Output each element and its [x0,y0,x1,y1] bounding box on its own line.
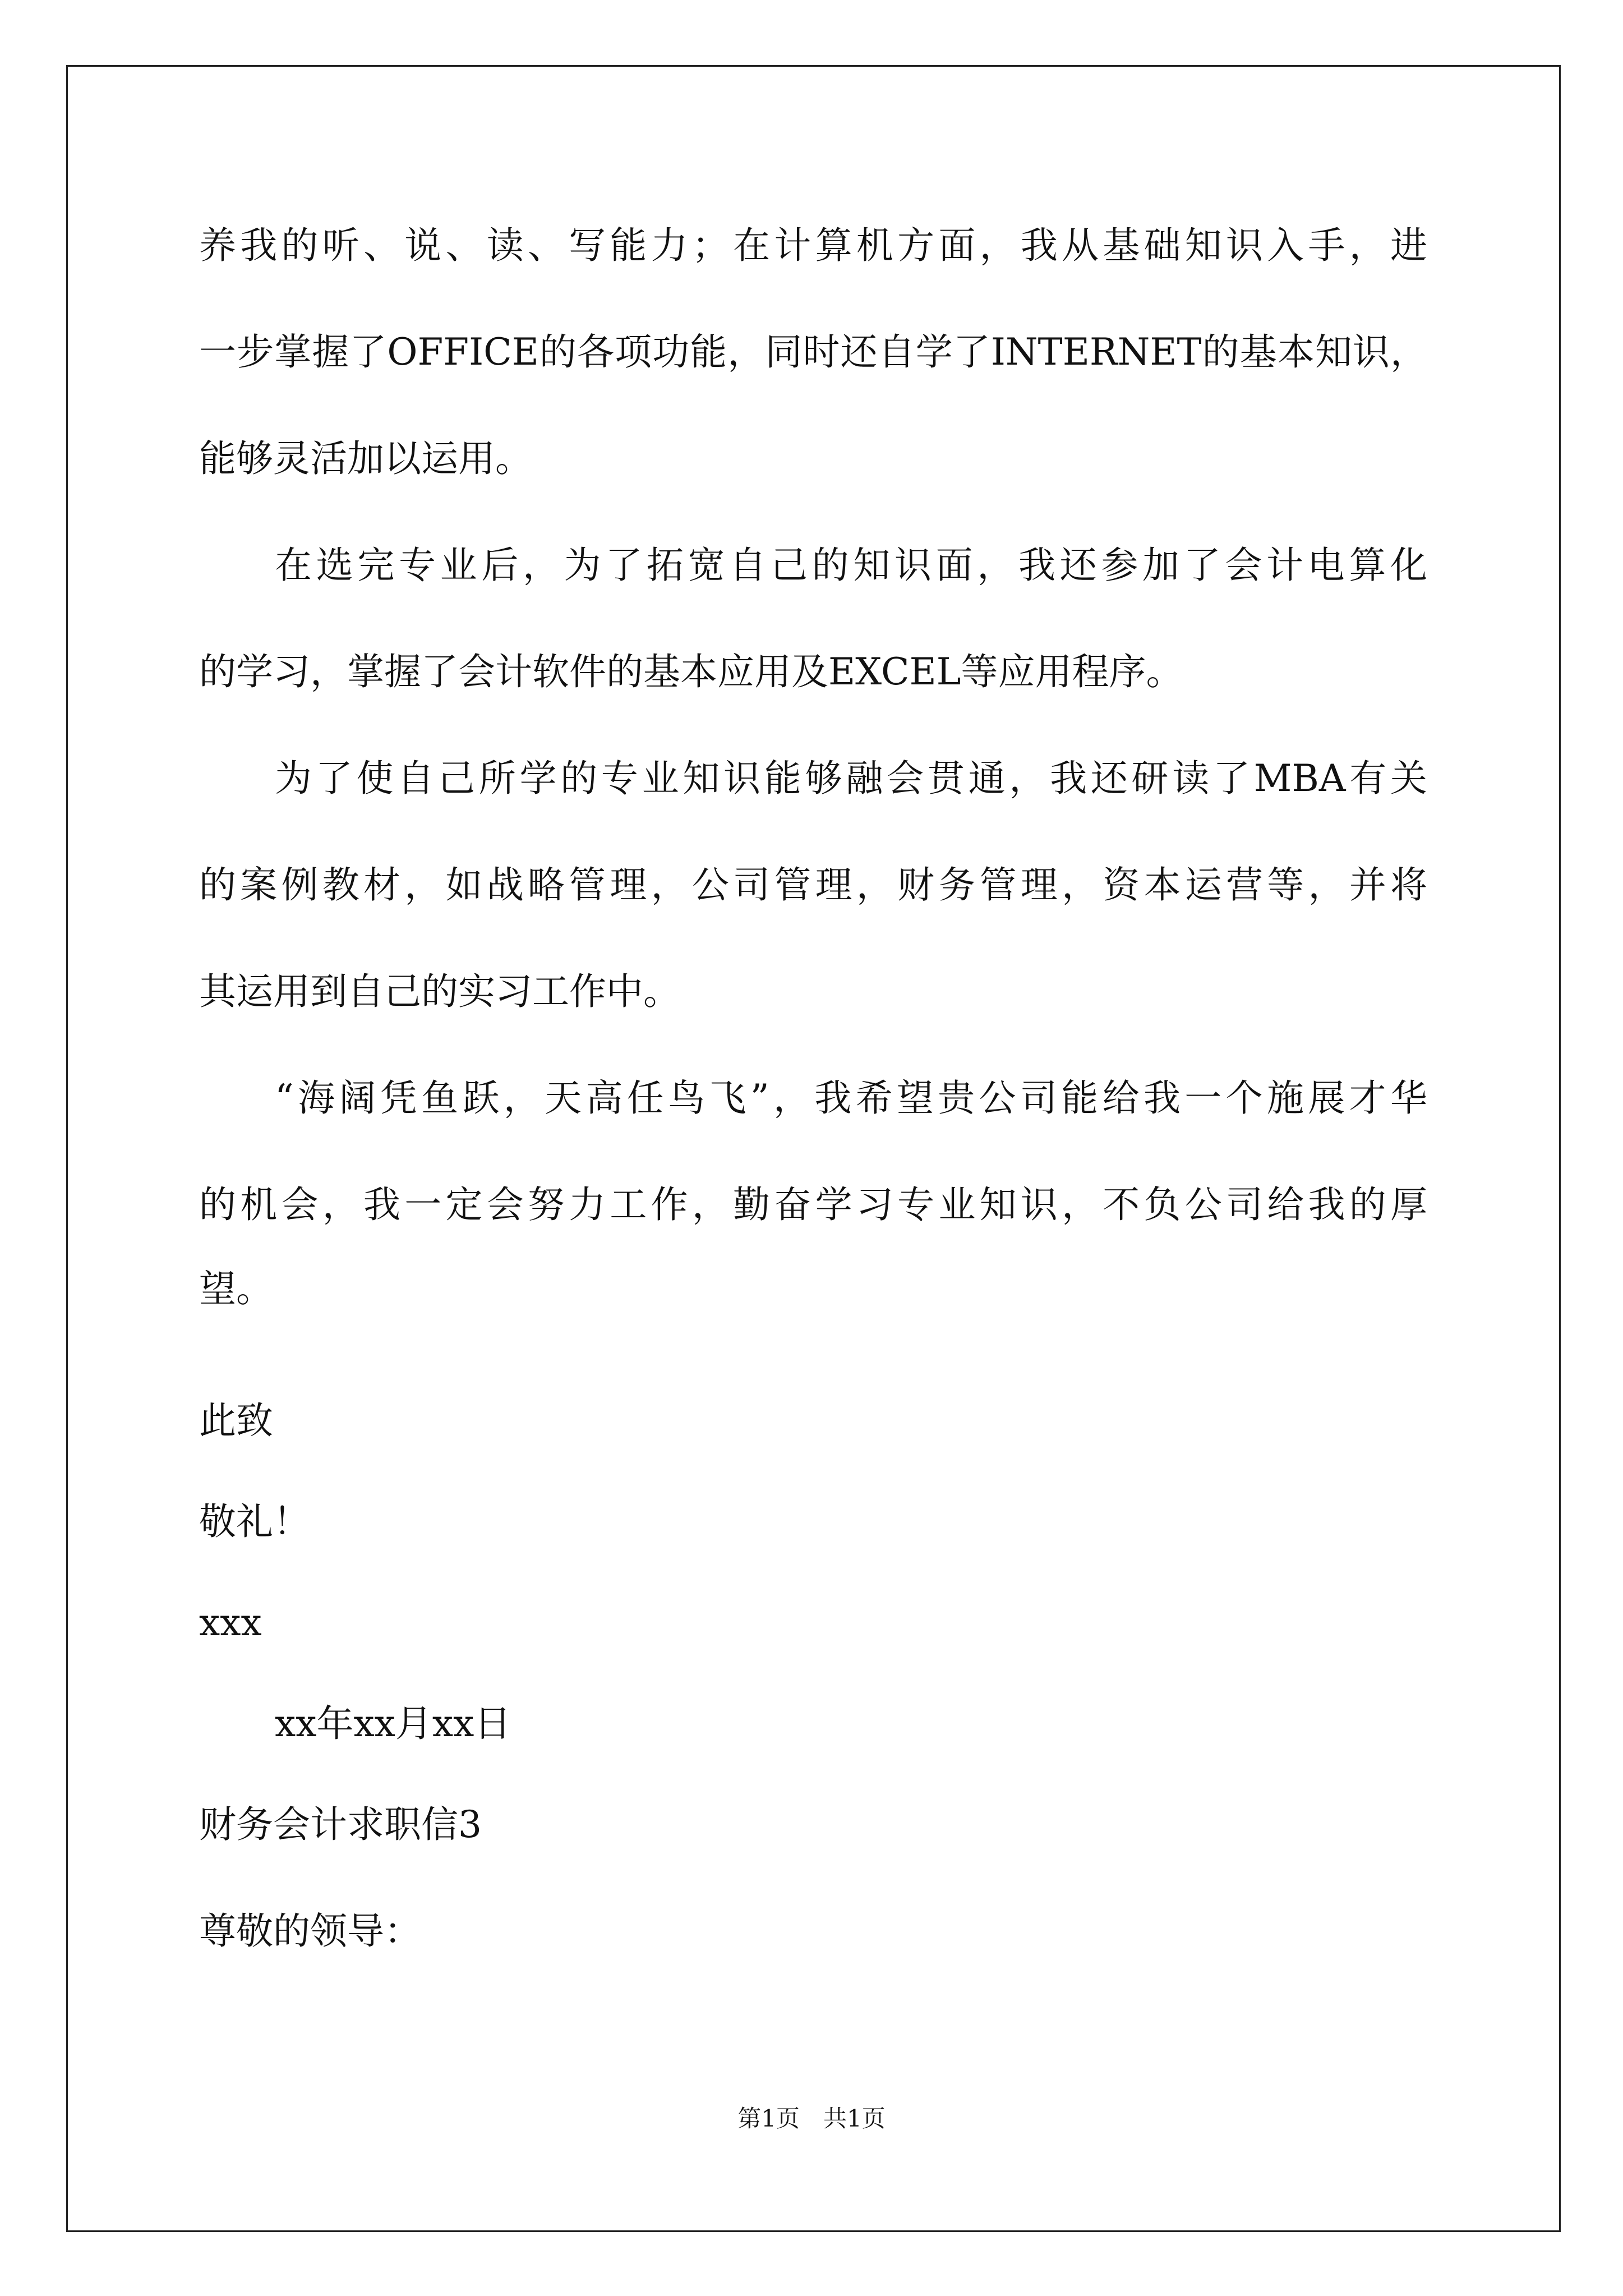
paragraph-line-10: 的机会，我一定会努力工作，勤奋学习专业知识，不负公司给我的厚 [199,1183,1427,1226]
paragraph-line-1: 养我的听、说、读、写能力；在计算机方面，我从基础知识入手，进 [199,224,1427,267]
closing-salutation: 此致 [199,1399,273,1442]
paragraph-line-5: 的学习，掌握了会计软件的基本应用及EXCEL等应用程序。 [199,650,1183,693]
section-title: 财务会计求职信3 [199,1803,482,1846]
paragraph-line-7: 的案例教材，如战略管理，公司管理，财务管理，资本运营等，并将 [199,863,1427,907]
paragraph-line-11: 望。 [199,1267,273,1310]
paragraph-line-3: 能够灵活加以运用。 [199,437,532,480]
closing-regards: 敬礼！ [199,1500,310,1543]
paragraph-line-2: 一步掌握了OFFICE的各项功能，同时还自学了INTERNET的基本知识， [199,330,1427,374]
paragraph-line-9: “海阔凭鱼跃，天高任鸟飞”，我希望贵公司能给我一个施展才华 [275,1076,1427,1120]
greeting-line: 尊敬的领导： [199,1910,421,1953]
signature-date: xx年xx月xx日 [275,1702,511,1745]
page-border [66,65,1561,2232]
paragraph-line-8: 其运用到自己的实习工作中。 [199,970,680,1013]
page-footer: 第1页 共1页 [737,2105,886,2132]
paragraph-line-6: 为了使自己所学的专业知识能够融会贯通，我还研读了MBA有关 [275,757,1427,800]
paragraph-line-4: 在选完专业后，为了拓宽自己的知识面，我还参加了会计电算化 [275,544,1427,587]
signature-name: xxx [199,1601,262,1644]
